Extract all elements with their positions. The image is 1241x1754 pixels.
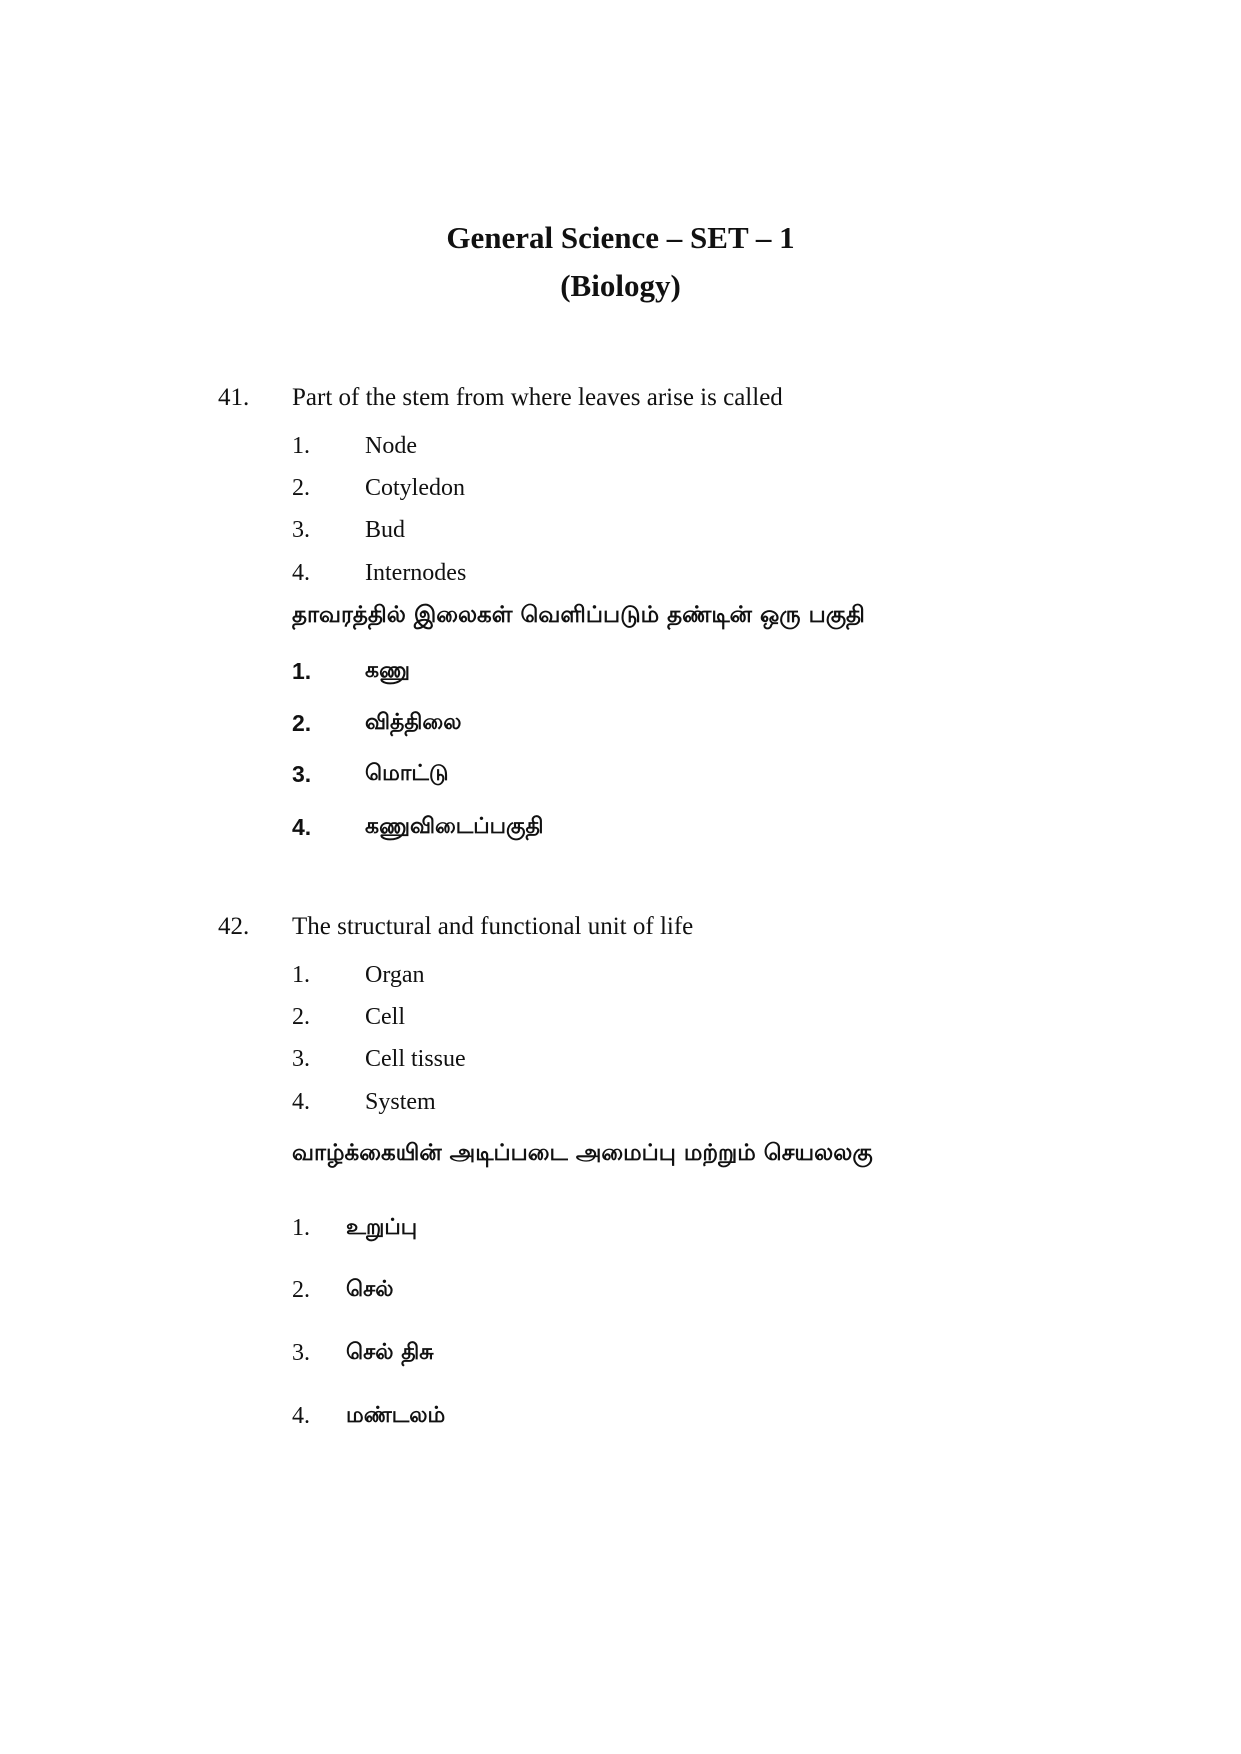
option-text: Node [365,433,417,459]
option-text: System [365,1089,436,1115]
option-number: 4. [292,560,310,586]
option-number: 4. [292,1089,310,1115]
option-text: Organ [365,962,425,988]
option-text: Cotyledon [365,475,465,501]
question-number: 42. [218,913,250,940]
tamil-option-number: 4. [292,1403,310,1429]
option-text: Internodes [365,560,467,586]
tamil-option-number: 3. [292,761,312,787]
option-number: 1. [292,962,310,988]
tamil-option-text: செல் [346,1277,394,1302]
question-text: The structural and functional unit of life [292,913,694,940]
page-title: General Science – SET – 1 [446,220,795,255]
question-number: 41. [218,384,250,411]
tamil-option-text: வித்திலை [365,710,462,735]
tamil-option-text: மண்டலம் [346,1403,446,1428]
option-number: 2. [292,1004,310,1030]
page-subtitle: (Biology) [560,268,681,303]
tamil-option-text: உறுப்பு [346,1215,418,1240]
option-text: Cell [365,1004,405,1030]
question-text: Part of the stem from where leaves arise is called [292,384,783,411]
tamil-option-number: 1. [292,1215,310,1241]
tamil-option-number: 2. [292,710,312,736]
tamil-question-text: தாவரத்தில் இலைகள் வெளிப்படும் தண்டின் ஒரு பகுதி [292,602,865,628]
tamil-option-number: 3. [292,1340,310,1366]
option-number: 3. [292,517,310,543]
tamil-option-text: கணுவிடைப்பகுதி [365,814,544,839]
tamil-option-number: 4. [292,814,312,840]
tamil-option-number: 2. [292,1277,310,1303]
tamil-option-text: கணு [365,658,410,683]
option-text: Cell tissue [365,1046,466,1072]
option-text: Bud [365,517,406,543]
option-number: 1. [292,433,310,459]
option-number: 2. [292,475,310,501]
tamil-option-text: செல் திசு [346,1340,434,1365]
option-number: 3. [292,1046,310,1072]
tamil-option-text: மொட்டு [365,761,449,786]
tamil-question-text: வாழ்க்கையின் அடிப்படை அமைப்பு மற்றும் செயலலகு [292,1140,873,1166]
tamil-option-number: 1. [292,658,312,684]
